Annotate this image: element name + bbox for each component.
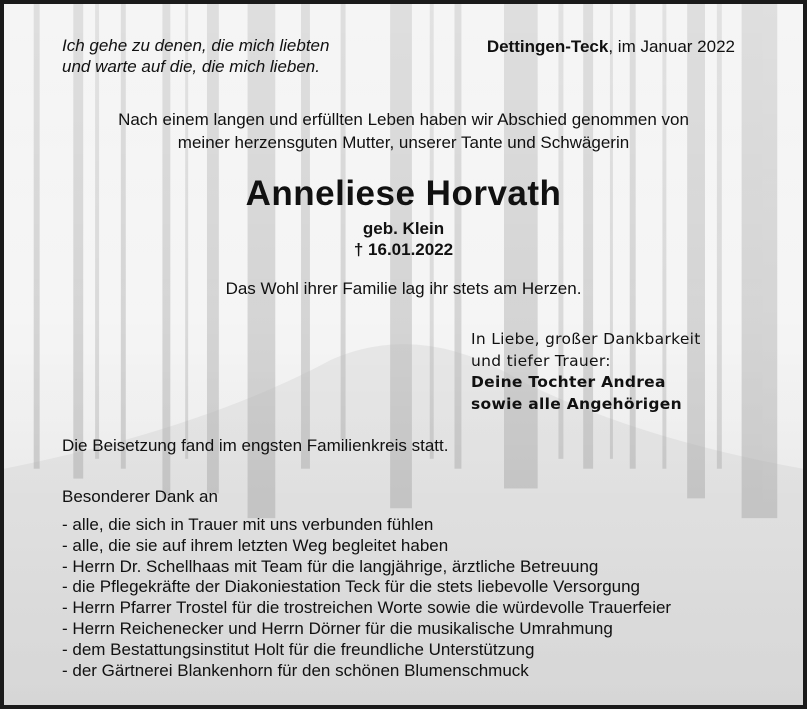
thanks-item: - dem Bestattungsinstitut Holt für die freundliche Unterstützung [62,639,535,659]
burial-note: Die Beisetzung fand im engsten Familienkreis statt. [62,436,449,455]
signoff-line: In Liebe, großer Dankbarkeit [471,330,701,348]
motto-quote [62,35,329,77]
place-name: Dettingen-Teck [486,37,609,56]
thanks-item: - alle, die sich in Trauer mit uns verbunden fühlen [62,515,434,534]
thanks-item: - der Gärtnerei Blankenhorn für den schönen Blumenschmuck [62,660,529,680]
remembrance-saying: Das Wohl ihrer Familie lag ihr stets am Herzen. [225,279,582,298]
intro-line: meiner herzensguten Mutter, unserer Tante und Schwägerin [177,133,630,152]
thanks-item: - Herrn Reichenecker und Herrn Dörner für die musikalische Umrahmung [62,618,613,638]
intro-line: Nach einem langen und erfüllten Leben haben wir Abschied genommen von [118,110,689,129]
motto-line: Ich gehe zu denen, die mich liebten [62,36,330,55]
thanks-list [62,515,671,681]
intro-text [4,108,803,154]
deceased-name: Anneliese Horvath [245,174,562,213]
signoff-block [471,329,701,415]
date-text: , im Januar 2022 [608,37,735,56]
place-and-date [487,36,735,57]
thanks-item: - die Pflegekräfte der Diakoniestation Teck für die stets liebevolle Versorgung [62,577,641,597]
signoff-line: und tiefer Trauer: [471,351,611,370]
maiden-name: geb. Klein [362,219,445,238]
death-date: † 16.01.2022 [353,240,454,259]
motto-line: und warte auf die, die mich lieben. [62,57,320,76]
thanks-heading: Besonderer Dank an [62,487,218,506]
thanks-item: - alle, die sie auf ihrem letzten Weg begleitet haben [62,535,449,555]
thanks-item: - Herrn Dr. Schellhaas mit Team für die langjährige, ärztliche Betreuung [62,556,599,576]
mourner-name: sowie alle Angehörigen [471,394,682,413]
mourner-name: Deine Tochter Andrea [471,373,666,391]
thanks-item: - Herrn Pfarrer Trostel für die trostreichen Worte sowie die würdevolle Trauerfeier [62,598,672,618]
